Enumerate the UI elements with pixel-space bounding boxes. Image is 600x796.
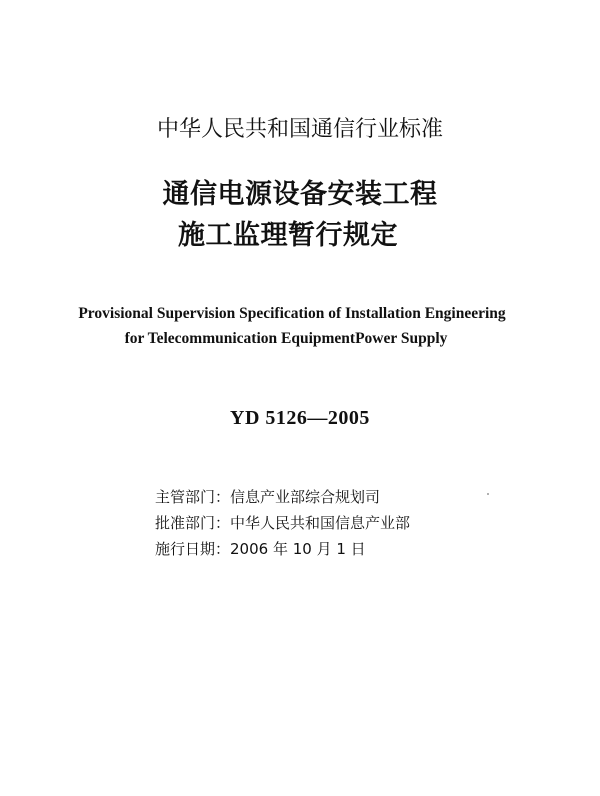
effective-date: 施行日期：2006 年 10 月 1 日 [155, 540, 366, 558]
approval-department: 批准部门：中华人民共和国信息产业部 [155, 514, 411, 532]
title-cn-line-2: 施工监理暂行规定 [178, 220, 398, 251]
standard-code: YD 5126—2005 [230, 407, 370, 429]
title-en-line-1: Provisional Supervision Specification of Installation Engineering [78, 305, 506, 322]
standard-category-header: 中华人民共和国通信行业标准 [156, 117, 443, 142]
title-cn-line-1: 通信电源设备安装工程 [162, 179, 438, 210]
scan-speck [487, 493, 489, 495]
title-en-line-2: for Telecommunication EquipmentPower Supply [124, 330, 448, 347]
competent-department: 主管部门：信息产业部综合规划司 [155, 488, 381, 506]
